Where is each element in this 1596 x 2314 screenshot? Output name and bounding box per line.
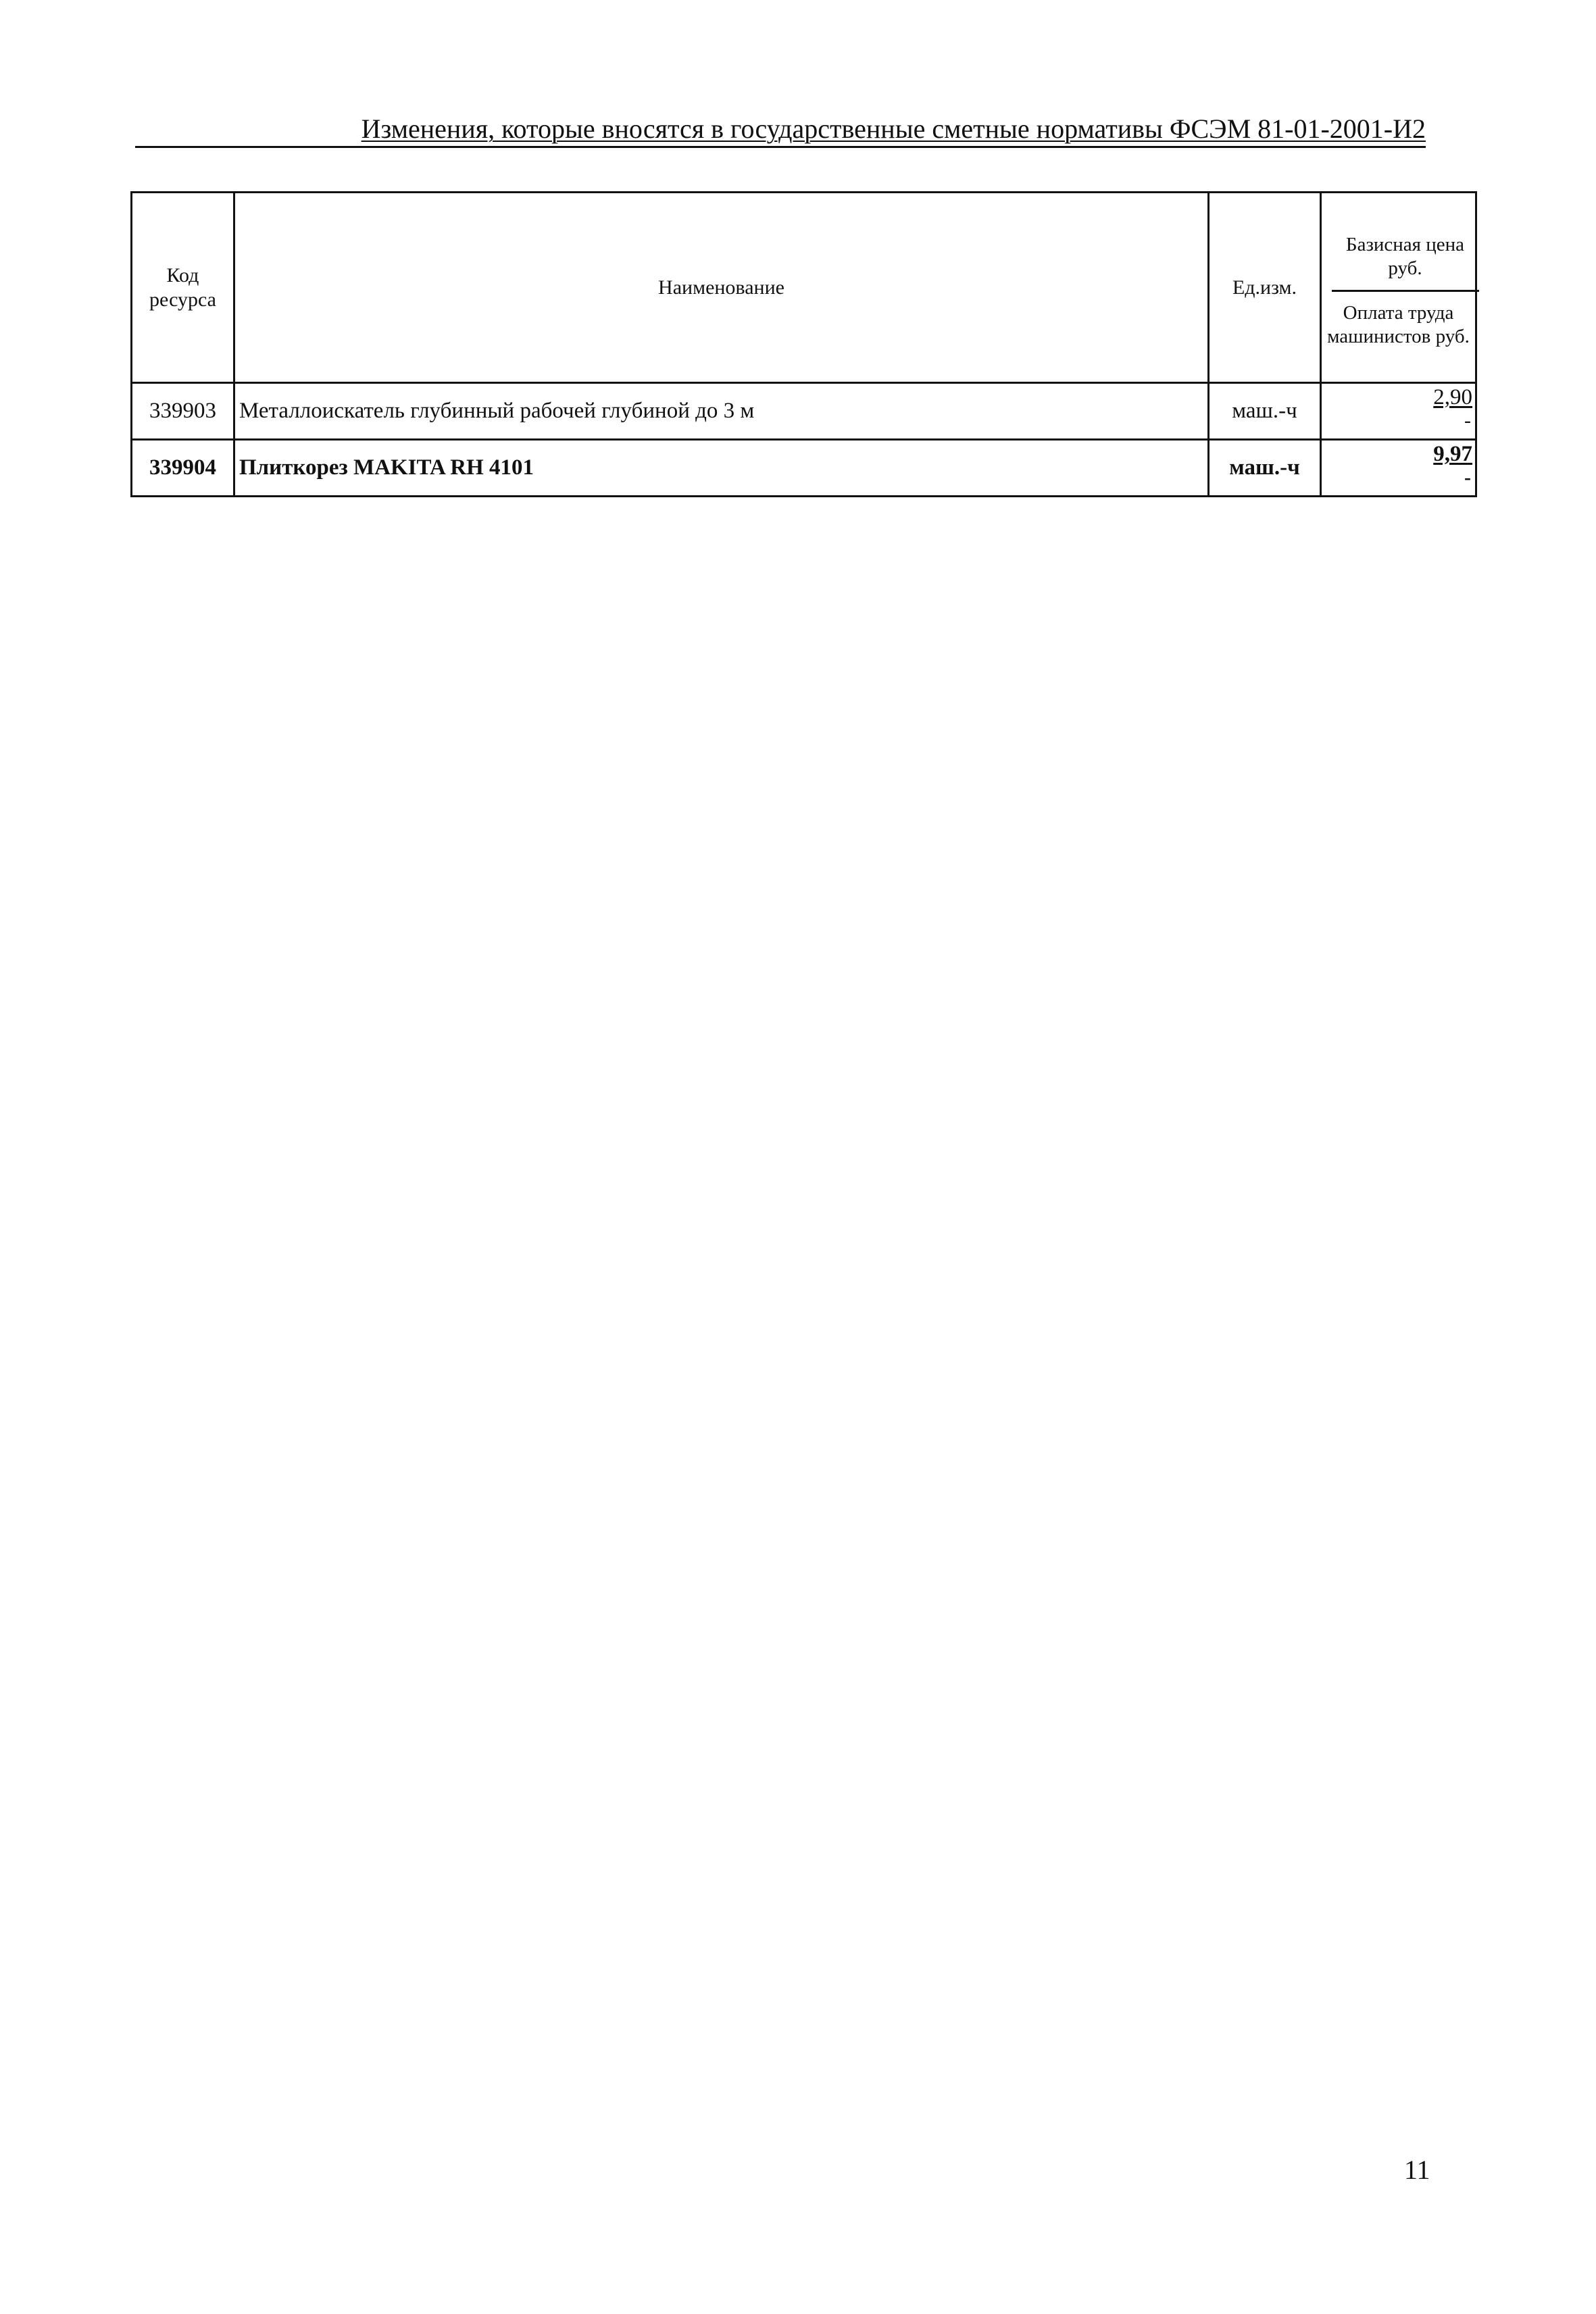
- column-header-code: Код ресурса: [132, 193, 234, 383]
- row-unit: маш.-ч: [1209, 383, 1321, 440]
- resources-table: [130, 191, 1477, 497]
- row-unit: маш.-ч: [1209, 440, 1321, 497]
- row-labor-pay: -: [1464, 409, 1471, 432]
- page-header: [135, 109, 1426, 148]
- table-row: [132, 440, 1476, 497]
- row-code: 339904: [132, 440, 234, 497]
- row-name: Металлоискатель глубинный рабочей глубиной до 3 м: [234, 383, 1209, 440]
- column-header-price: [1321, 193, 1476, 383]
- row-base-price: 9,97: [1433, 442, 1472, 466]
- row-labor-pay: -: [1464, 466, 1471, 488]
- page-number: 11: [1404, 2155, 1430, 2185]
- row-name: Плиткорез MAKITA RH 4101: [234, 440, 1209, 497]
- header-title: Изменения, которые вносятся в государственные сметные нормативы ФСЭМ 81-01-2001-И2: [361, 114, 1426, 144]
- row-price-cell: [1321, 383, 1476, 440]
- row-code: 339903: [132, 383, 234, 440]
- column-header-labor-pay: Оплата труда машинистов руб.: [1327, 302, 1470, 347]
- table-header-row: [132, 193, 1476, 383]
- column-header-unit: Ед.изм.: [1209, 193, 1321, 383]
- column-header-base-price: Базисная цена руб.: [1332, 226, 1479, 292]
- column-header-name: Наименование: [234, 193, 1209, 383]
- table-row: [132, 383, 1476, 440]
- row-price-cell: [1321, 440, 1476, 497]
- row-base-price: 2,90: [1433, 385, 1472, 409]
